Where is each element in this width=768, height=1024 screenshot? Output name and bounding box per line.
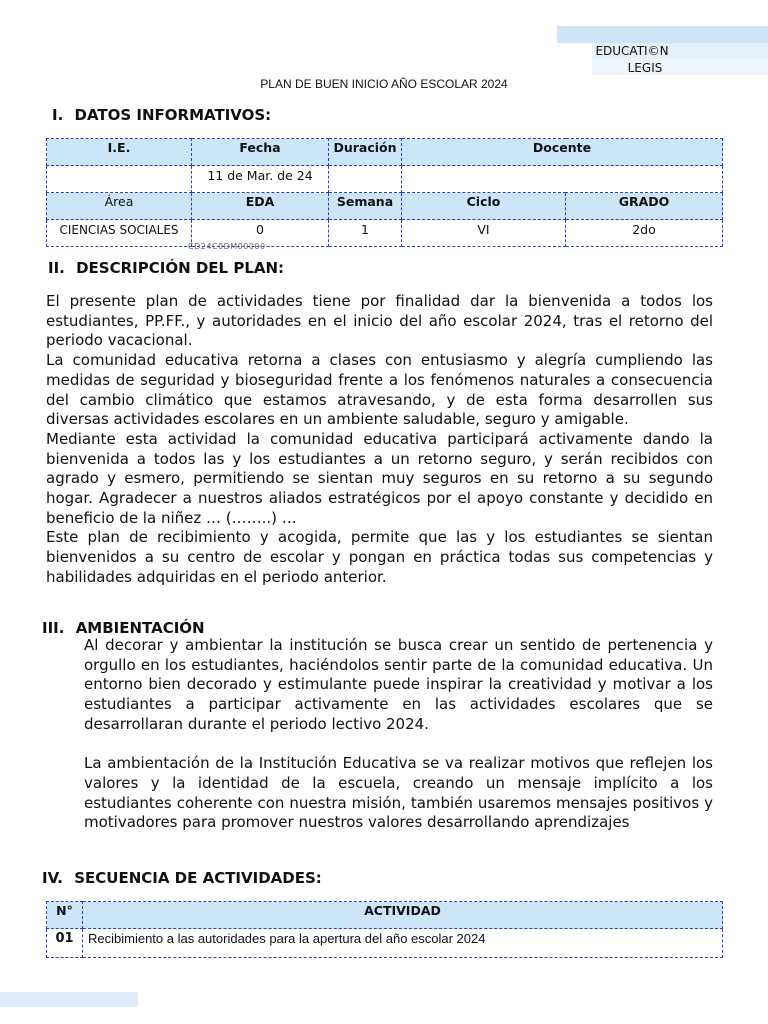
footer-watermark-band — [0, 992, 138, 1007]
section-title: AMBIENTACIÓN — [75, 619, 205, 637]
header-docente: Docente — [402, 139, 723, 166]
activities-table — [46, 901, 723, 958]
value-ie — [47, 166, 192, 193]
header-fecha: Fecha — [192, 139, 329, 166]
value-duracion — [329, 166, 402, 193]
section-title: DESCRIPCIÓN DEL PLAN: — [76, 259, 285, 277]
value-fecha: 11 de Mar. de 24 — [192, 166, 329, 193]
description-paragraph: Mediante esta actividad la comunidad educativa participará activamente dando la bienvenida a todos las y los estudiantes a un retorno seguro, y serán recibidos con agrado y esmero, permitiendo se sientan muy seguros en su retorno a su segundo hogar. Agradecer a nuestros aliados estratégicos por el apoyo constante y decidido en beneficio de la niñez … (……..) … — [46, 429, 713, 527]
value-eda: 0 — [192, 220, 329, 247]
section-number: I. — [52, 106, 64, 124]
ambientacion-paragraph: Al decorar y ambientar la institución se busca crear un sentido de pertenencia y orgullo en los estudiantes, haciéndolos sentir parte de la comunidad educativa. Un entorno bien decorado y estimulante puede inspirar la creatividad y motivar a los estudiantes a participar activamente en las actividades escolares que se desarrollaran durante el periodo lectivo 2024. — [84, 636, 713, 733]
description-paragraph: Este plan de recibimiento y acogida, permite que las y los estudiantes se sientan bienvenidos a su centro de escolar y pongan en práctica todas sus competencias y habilidades adquiridas en el periodo anterior. — [46, 528, 713, 586]
section-title: SECUENCIA DE ACTIVIDADES: — [74, 869, 322, 887]
header-number: N° — [47, 902, 83, 929]
watermark-line1: EDUCATI©N — [595, 44, 669, 58]
section-heading-datos — [52, 106, 271, 124]
header-semana: Semana — [329, 193, 402, 220]
header-ciclo: Ciclo — [402, 193, 566, 220]
section-heading-secuencia — [42, 869, 322, 887]
section-heading-ambientacion — [42, 619, 205, 637]
description-paragraph: La comunidad educativa retorna a clases con entusiasmo y alegría cumpliendo las medidas de seguridad y bioseguridad frente a los fenómenos naturales a consecuencia del cambio climático que estamos atravesando, y de esta forma desarrollen sus diversas actividades escolares en un ambiente saludable, seguro y amigable. — [46, 351, 713, 429]
header-area: Área — [47, 193, 192, 220]
header-ie: I.E. — [47, 139, 192, 166]
section-heading-descripcion — [48, 259, 284, 277]
header-activity: ACTIVIDAD — [83, 902, 723, 929]
table-row — [47, 929, 723, 958]
section-title: DATOS INFORMATIVOS: — [74, 106, 272, 124]
section-number: IV. — [42, 869, 63, 887]
watermark-line2: LEGIS — [627, 61, 663, 75]
value-ciclo: VI — [402, 220, 566, 247]
info-table — [46, 138, 723, 247]
watermark-band — [557, 26, 768, 43]
value-area: CIENCIAS SOCIALES — [47, 220, 192, 247]
faded-code-text: CD24C0DM00000 — [188, 242, 266, 251]
header-duracion: Duración — [329, 139, 402, 166]
activity-number: 01 — [47, 929, 83, 958]
section-number: II. — [48, 259, 65, 277]
value-docente — [402, 166, 723, 193]
value-grado: 2do — [566, 220, 723, 247]
description-paragraph: El presente plan de actividades tiene por finalidad dar la bienvenida a todos los estudiantes, PP.FF., y autoridades en el inicio del año escolar 2024, tras el retorno del periodo vacacional. — [46, 292, 713, 350]
description-body — [46, 292, 713, 588]
header-eda: EDA — [192, 193, 329, 220]
section-number: III. — [42, 619, 65, 637]
ambientacion-paragraph: La ambientación de la Institución Educativa se va realizar motivos que reflejen los valores y la identidad de la escuela, creando un mensaje implícito a los estudiantes coherente con nuestra misión, también usaremos mensajes positivos y motivadores para promover nuestros valores desarrollando aprendizajes — [84, 754, 713, 832]
header-grado: GRADO — [566, 193, 723, 220]
ambientacion-body — [84, 636, 713, 833]
document-title: PLAN DE BUEN INICIO AÑO ESCOLAR 2024 — [260, 77, 508, 91]
activity-text: Recibimiento a las autoridades para la apertura del año escolar 2024 — [83, 929, 723, 958]
value-semana: 1 — [329, 220, 402, 247]
